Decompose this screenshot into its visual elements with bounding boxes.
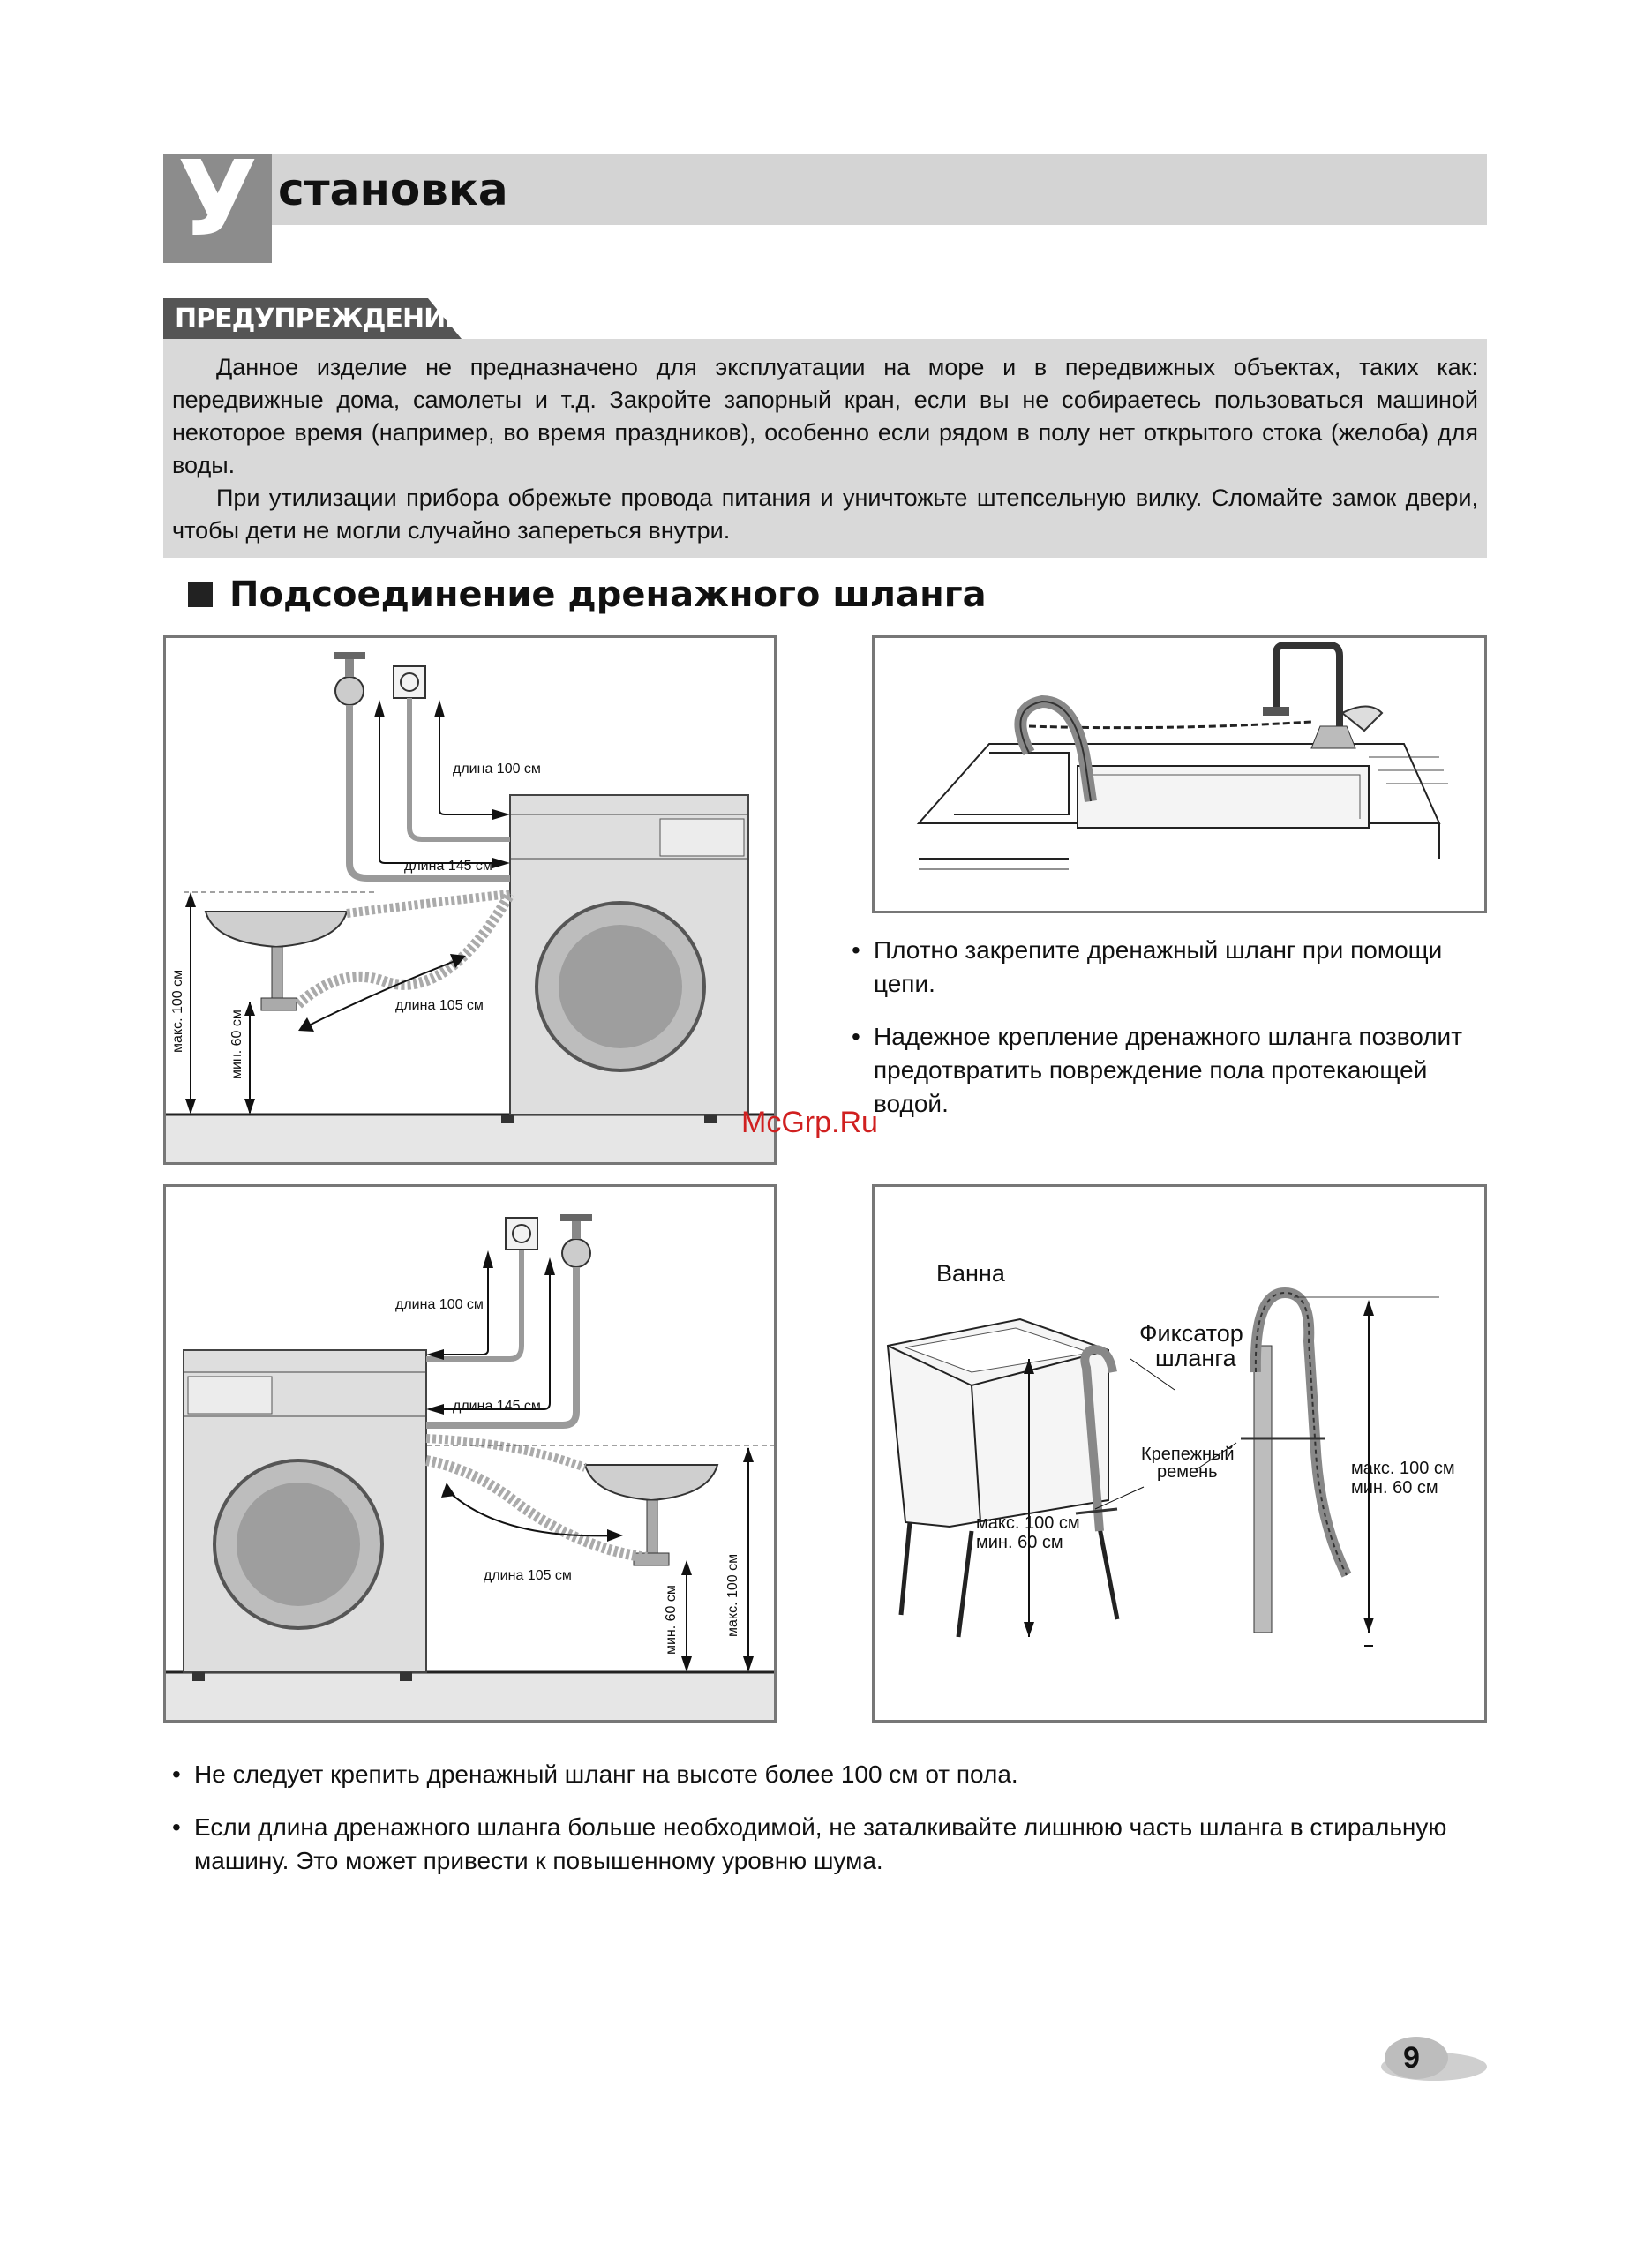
fig4-strap-line2: ремень <box>1157 1462 1218 1482</box>
watermark: McGrp.Ru <box>741 1106 878 1139</box>
warning-label: ПРЕДУПРЕЖДЕНИЕ <box>175 304 462 334</box>
fig4-left-min-label: мин. 60 см <box>976 1533 1063 1552</box>
fig3-max-100-label: макс. 100 см <box>725 1553 740 1637</box>
figure-2-drawing <box>875 638 1484 911</box>
fig3-min-60-label: мин. 60 см <box>664 1585 679 1655</box>
fig1-length-105-label: длина 105 см <box>395 998 484 1013</box>
figure-3-drawing <box>166 1187 774 1720</box>
section-title: Подсоединение дренажного шланга <box>229 574 987 615</box>
fig4-right-max-label: макс. 100 см <box>1351 1459 1455 1478</box>
side-bullet-item: • Надежное крепление дренажного шланга позволит предотвратить повреждение пола протекающей водой. <box>852 1020 1487 1121</box>
chain-instructions <box>852 934 1487 1140</box>
fig4-right-min-label: мин. 60 см <box>1351 1478 1438 1498</box>
figure-1-drawing <box>166 638 774 1162</box>
side-bullet-item: • Плотно закрепите дренажный шланг при помощи цепи. <box>852 934 1487 1001</box>
warning-box <box>163 339 1487 558</box>
page-number-badge <box>1368 2030 1491 2091</box>
page-number: 9 <box>1403 2041 1420 2075</box>
section-bullet-square <box>188 582 213 607</box>
page-title: становка <box>278 164 508 215</box>
fig4-hose-holder-line1: Фиксатор <box>1139 1320 1243 1347</box>
figure-drain-sink-right <box>163 1184 777 1723</box>
figure-chain-fixing <box>872 635 1487 913</box>
drain-hose-notes <box>172 1758 1487 1897</box>
fig4-left-max-label: макс. 100 см <box>976 1513 1080 1533</box>
fig3-length-105-label: длина 105 см <box>484 1568 572 1583</box>
fig4-bath-label: Ванна <box>936 1260 1005 1287</box>
bottom-bullet-item: • Если длина дренажного шланга больше необходимой, не заталкивайте лишнюю часть шланга в стиральную машину. Это может привести к повышенному уровню шума. <box>172 1811 1487 1878</box>
fig1-max-100-label: макс. 100 см <box>170 969 185 1053</box>
fig1-length-145-label: длина 145 см <box>404 859 492 874</box>
fig3-length-100-label: длина 100 см <box>395 1297 484 1312</box>
bottom-bullet-item: • Не следует крепить дренажный шланг на высоте более 100 см от пола. <box>172 1758 1487 1791</box>
fig4-hose-holder-line2: шланга <box>1155 1345 1236 1371</box>
fig1-min-60-label: мин. 60 см <box>229 1010 244 1079</box>
fig1-length-100-label: длина 100 см <box>453 762 541 777</box>
fig4-strap-line1: Крепежный <box>1141 1445 1235 1464</box>
figure-drain-sink-left <box>163 635 777 1165</box>
figure-bathtub-hose-holder <box>872 1184 1487 1723</box>
warning-paragraph-1: Данное изделие не предназначено для эксплуатации на море и в передвижных объектах, таких как: передвижные дома, самолеты и т.д. Закройте запорный кран, если вы не собираетесь пользоваться машиной некоторое время (например, во время праздников), особенно если рядом в полу нет открытого стока (желоба) для воды. <box>172 354 1478 478</box>
warning-paragraph-2: При утилизации прибора обрежьте провода питания и уничтожьте штепсельную вилку. Сломайте замок двери, чтобы дети не могли случайно запереться внутри. <box>172 484 1478 544</box>
fig3-length-145-label: длина 145 см <box>453 1399 541 1414</box>
header-initial-letter: У <box>163 154 272 263</box>
